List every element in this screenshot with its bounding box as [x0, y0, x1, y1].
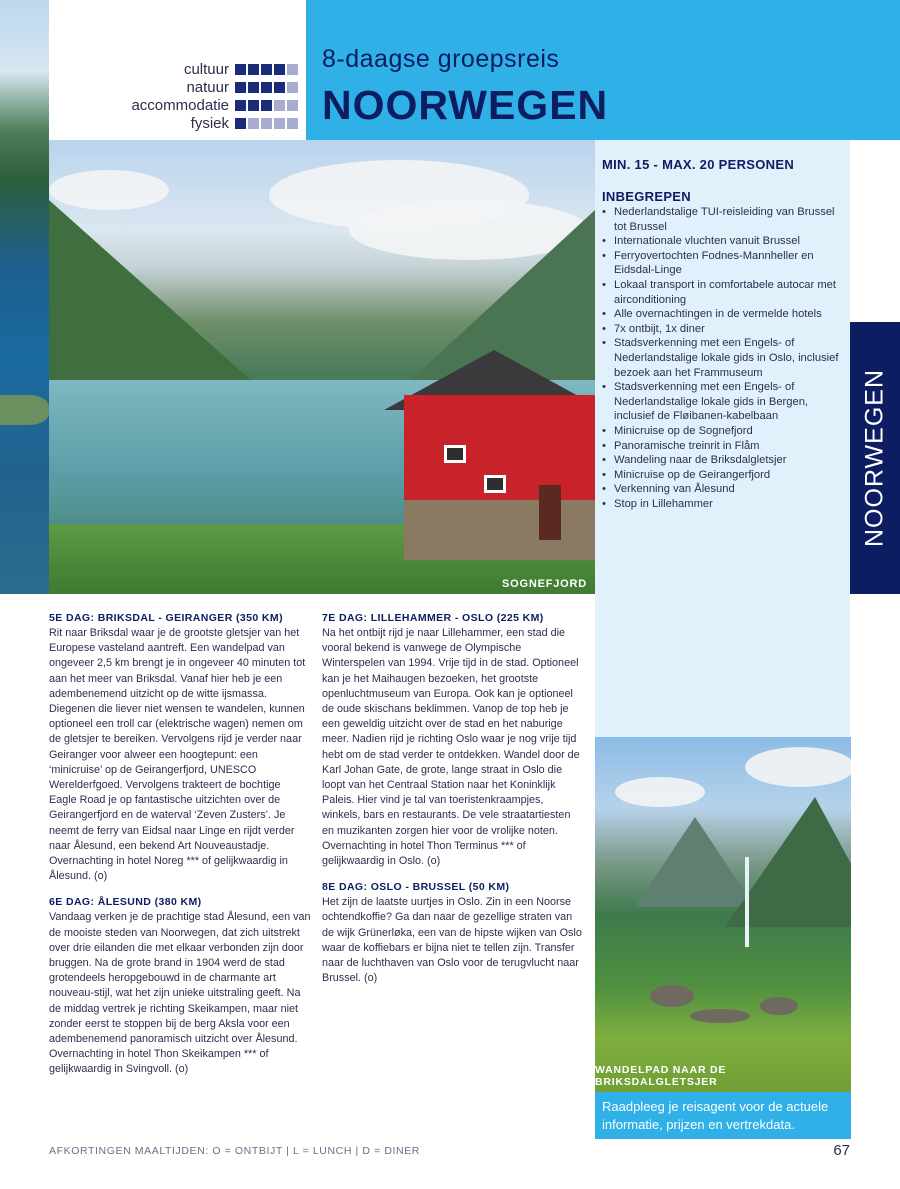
- skill-label: accommodatie: [131, 97, 229, 114]
- fjord-photo-strip: [0, 0, 49, 594]
- included-heading: INBEGREPEN: [602, 189, 691, 204]
- rating-square-filled: [235, 64, 246, 75]
- skill-label: fysiek: [190, 115, 229, 132]
- note-text: Raadpleeg je reisagent voor de actuele informatie, prijzen en vertrekdata.: [602, 1099, 829, 1132]
- rating-square-empty: [287, 82, 298, 93]
- skill-level-squares: [235, 118, 298, 129]
- day-description: Rit naar Briksdal waar je de grootste gletsjer van het Europese vasteland aantreft. Een wandelpad van ongeveer 2,5 km brengt je in ongeveer 40 minuten tot aan het meer van Briksdal. Vanaf hier heb je een adembenemend uitzicht op de witte ijsmassa. Diegenen die liever niet wensen te wandelen, kunnen optioneel een troll car (elektrische wagen) nemen om de gletsjer te bereiken. Vervolgens rijd je verder naar Geiranger voor alweer een hoogtepunt: een ‘minicruise’ op de Geirangerfjord, UNESCO Werelderfgoed. Vervolgens trakteert de bochtige Eagle Road je op fantastische uitzichten over de Geirangerfjord en de waterval ‘Zeven Zusters’. Je neemt de ferry van Eidsal naar Linge en rijdt verder naar Ålesund, een bekend Art Nouveaustadje. Overnachting in hotel Noreg *** of gelijkwaardig in Ålesund. (o): [49, 627, 306, 883]
- itinerary-column-right: [322, 611, 584, 997]
- rating-square-empty: [287, 100, 298, 111]
- page-title: NOORWEGEN: [322, 82, 609, 128]
- title-banner: [306, 0, 900, 140]
- photo-caption: WANDELPAD NAAR DE BRIKSDALGLETSJER: [595, 1064, 727, 1088]
- list-item: • Stadsverkenning met een Engels- of Nederlandstalige lokale gids in Bergen, inclusief de Fløibanen-kabelbaan: [602, 380, 847, 424]
- rating-square-filled: [248, 100, 259, 111]
- rating-square-filled: [261, 64, 272, 75]
- rating-square-filled: [235, 82, 246, 93]
- trip-subtitle: 8-daagse groepsreis: [322, 45, 560, 73]
- photo-caption: SOGNEFJORD: [501, 578, 587, 590]
- day-heading: 5E DAG: BRIKSDAL - GEIRANGER (350 KM): [49, 612, 283, 624]
- rating-square-filled: [261, 82, 272, 93]
- list-item: • Stadsverkenning met een Engels- of Nederlandstalige lokale gids in Oslo, inclusief bezoek aan het Frammuseum: [602, 336, 847, 380]
- list-item: • Panoramische treinrit in Flåm: [602, 439, 847, 454]
- skill-level-squares: [235, 82, 298, 93]
- rating-square-filled: [235, 118, 246, 129]
- skill-row-fysiek: [191, 115, 298, 132]
- rating-square-filled: [274, 64, 285, 75]
- rating-square-empty: [274, 100, 285, 111]
- day-heading: 6E DAG: ÅLESUND (380 KM): [49, 896, 202, 909]
- list-item: • Verkenning van Ålesund: [602, 482, 847, 497]
- list-item: • Minicruise op de Sognefjord: [602, 424, 847, 439]
- rating-square-filled: [248, 64, 259, 75]
- day-description: Na het ontbijt rijd je naar Lillehammer, een stad die vooral bekend is vanwege de Olympische Winterspelen van 1994. Vrije tijd in de stad. Optioneel kan je het Maihaugen bezoeken, het grootste openluchtmuseum van Europa. Ook kan je optioneel de oude skischans beklimmen. Vanop de top heb je een geweldig uitzicht over de stad en het naburige meer. Nadien rijd je richting Oslo waar je nog vrije tijd hebt om de stad verder te ontdekken. Wandel door de Karl Johan Gate, de grote, lange straat in Oslo die loopt van het Centraal Station naar het Koninklijk Paleis. Hier vind je tal van toeristenkraampjes, winkels, bars en restaurants. De vele straatartiesten en muzikanten zorgen hier voor de vrolijke noten. Overnachting in hotel Thon Terminus *** of gelijkwaardig in Oslo. (o): [322, 627, 580, 868]
- sognefjord-photo: [49, 140, 595, 594]
- rating-square-empty: [261, 118, 272, 129]
- skill-row-accommodatie: [131, 97, 298, 114]
- rating-square-filled: [248, 82, 259, 93]
- country-side-tab: [850, 322, 900, 594]
- included-panel: [595, 140, 850, 737]
- skill-level-squares: [235, 100, 298, 111]
- list-item: • Ferryovertochten Fodnes-Mannheller en Eidsdal-Linge: [602, 249, 847, 278]
- rating-square-empty: [274, 118, 285, 129]
- rating-square-empty: [248, 118, 259, 129]
- day-heading: 7E DAG: LILLEHAMMER - OSLO (225 KM): [322, 612, 544, 624]
- list-item: • Minicruise op de Geirangerfjord: [602, 468, 847, 483]
- briksdal-photo: [595, 737, 851, 1092]
- page-number: 67: [833, 1142, 850, 1159]
- itinerary-column-left: [49, 611, 311, 1089]
- meal-abbreviations-footer: AFKORTINGEN MAALTIJDEN: O = ONTBIJT | L = LUNCH | D = DINER: [49, 1145, 420, 1157]
- day-description: Vandaag verken je de prachtige stad Ålesund, een van de mooiste steden van Noorwegen, dat zich uitstrekt over drie eilanden die met elkaar verbonden zijn door bruggen. Na de grote brand in 1904 werd de stad grotendeels heropgebouwd in de charmante art nouveau-stijl, wat het zijn unieke uitstraling geeft. Na de middag vertrek je richting Skeikampen, maar niet zonder eerst te stoppen bij de berg Aksla voor een adembenemend panoramisch uitzicht over Ålesund. Overnachting in hotel Thon Skeikampen *** of gelijkwaardig in Svingvoll. (o): [49, 911, 311, 1076]
- rating-square-filled: [274, 82, 285, 93]
- rating-square-filled: [235, 100, 246, 111]
- list-item: • Stop in Lillehammer: [602, 497, 847, 512]
- skill-row-natuur: [186, 79, 298, 96]
- rating-square-empty: [287, 118, 298, 129]
- skill-label: cultuur: [183, 61, 229, 78]
- day-heading: 8E DAG: OSLO - BRUSSEL (50 KM): [322, 881, 510, 894]
- skill-ratings: [49, 0, 306, 140]
- skill-level-squares: [235, 64, 298, 75]
- list-item: • Internationale vluchten vanuit Brussel: [602, 234, 847, 249]
- agent-note: [595, 1092, 851, 1139]
- list-item: • Lokaal transport in comfortabele autocar met airconditioning: [602, 278, 847, 307]
- day-description: Het zijn de laatste uurtjes in Oslo. Zin in een Noorse ochtendkoffie? Ga dan naar de gezellige straten van de wijk Grünerløka, een van de hipste wijken van Oslo waar de koffiebars er bijna niet te tellen zijn. Transfer naar de luchthaven van Oslo voor de terugvlucht naar Brussel. (o): [322, 896, 582, 985]
- list-item: • Alle overnachtingen in de vermelde hotels: [602, 307, 847, 322]
- side-tab-label: NOORWEGEN: [860, 369, 889, 547]
- list-item: • 7x ontbijt, 1x diner: [602, 322, 847, 337]
- skill-row-cultuur: [184, 61, 298, 78]
- included-list: [602, 205, 847, 511]
- rating-square-filled: [261, 100, 272, 111]
- group-size: MIN. 15 - MAX. 20 PERSONEN: [602, 157, 795, 172]
- rating-square-empty: [287, 64, 298, 75]
- skill-label: natuur: [186, 79, 229, 96]
- list-item: • Wandeling naar de Briksdalgletsjer: [602, 453, 847, 468]
- list-item: • Nederlandstalige TUI-reisleiding van Brussel tot Brussel: [602, 205, 847, 234]
